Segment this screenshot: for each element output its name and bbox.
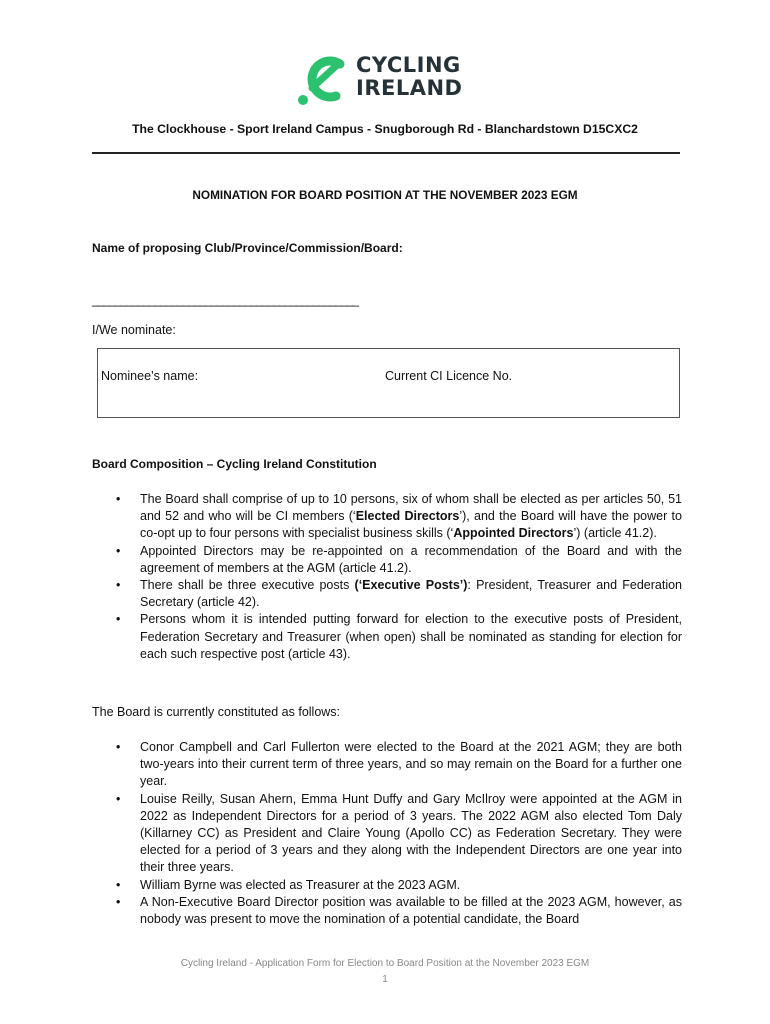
nominate-label: I/We nominate:: [92, 323, 176, 337]
list-item: • William Byrne was elected as Treasurer at the 2023 AGM.: [92, 877, 682, 894]
list-item: • Conor Campbell and Carl Fullerton were elected to the Board at the 2021 AGM; they are both two-years into their current term of three years, and so may remain on the Board for a further one year.: [92, 739, 682, 791]
cycling-ireland-logo-mark-icon: [292, 54, 350, 108]
nominee-box[interactable]: [97, 348, 680, 418]
page-title: NOMINATION FOR BOARD POSITION AT THE NOVEMBER 2023 EGM: [192, 188, 578, 202]
constituted-intro: The Board is currently constituted as follows:: [92, 705, 341, 719]
licence-number-label: Current CI Licence No.: [385, 369, 513, 383]
list-item: • Appointed Directors may be re-appointed on a recommendation of the Board and with the agreement of members at the AGM (article 41.2).: [92, 543, 682, 577]
composition-list: [92, 491, 682, 663]
list-item: • A Non-Executive Board Director position was available to be filled at the 2023 AGM, however, as nobody was present to move the nomination of a potential candidate, the Board: [92, 894, 682, 928]
list-item: • The Board shall comprise of up to 10 persons, six of whom shall be elected as per articles 50, 51 and 52 and who will be CI members (‘Elected Directors’), and the Board will have the power to co-opt up to four persons with specialist business skills (‘Appointed Directors’) (article 41.2).: [92, 491, 682, 543]
list-item: • Louise Reilly, Susan Ahern, Emma Hunt Duffy and Gary McIlroy were appointed at the AGM in 2022 as Independent Directors for a period of 3 years. The 2022 AGM also elected Tom Daly (Killarney CC) as President and Claire Young (Apollo CC) as Federation Secretary. They were elected for a period of 3 years and they along with the Independent Directors are one year into their three years.: [92, 791, 682, 877]
header-divider: [92, 152, 680, 154]
logo-wordmark: [356, 54, 462, 100]
constituted-list: [92, 739, 682, 928]
nominee-name-label: Nominee’s name:: [101, 369, 199, 383]
address-line: The Clockhouse - Sport Ireland Campus - Snugborough Rd - Blanchardstown D15CXC2: [132, 122, 638, 136]
logo-line-2: IRELAND: [356, 76, 463, 100]
cycling-ireland-logo: [292, 54, 492, 108]
page-number: 1: [382, 974, 388, 985]
page-footer: [0, 956, 770, 988]
list-item: • Persons whom it is intended putting forward for election to the executive posts of President, Federation Secretary and Treasurer (when open) shall be nominated as standing for election for each such respective post (article 43).: [92, 611, 682, 663]
proposer-label: Name of proposing Club/Province/Commission/Board:: [92, 241, 403, 255]
list-item: • There shall be three executive posts (‘Executive Posts’): President, Treasurer and Federation Secretary (article 42).: [92, 577, 682, 611]
composition-heading: Board Composition – Cycling Ireland Constitution: [92, 457, 377, 471]
proposer-blank-line[interactable]: _______________________________________________: [92, 293, 358, 307]
footer-title: Cycling Ireland - Application Form for Election to Board Position at the November 2023 EGM: [180, 958, 590, 969]
logo-line-1: CYCLING: [356, 53, 461, 77]
